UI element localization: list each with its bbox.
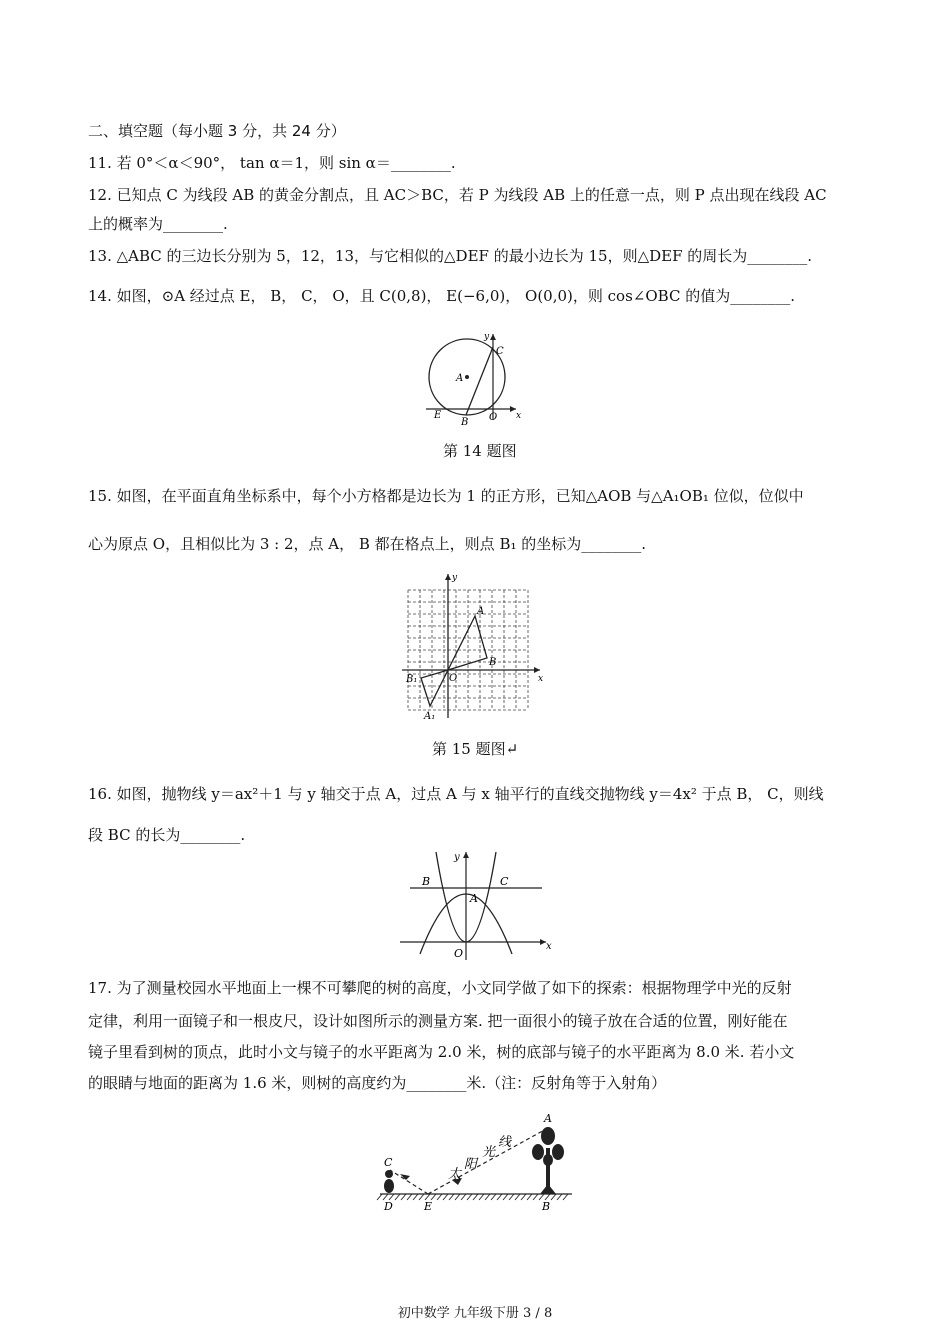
label-E: E (424, 1200, 433, 1213)
figure-16 (396, 848, 556, 963)
label-O: O (489, 412, 498, 423)
hatch-mark (497, 1194, 502, 1200)
label-A: A (456, 373, 464, 384)
label-O: O (449, 673, 458, 684)
person-figure (384, 1170, 394, 1193)
y-arrow (463, 852, 469, 858)
hatch-mark (503, 1194, 508, 1200)
label-C: C (384, 1156, 393, 1169)
question-17-line4: 的眼睛与地面的距离为 1.6 米，则树的高度约为________米.（注：反射角等于入射角） (88, 1074, 667, 1092)
question-15-line1: 15. 如图，在平面直角坐标系中，每个小方格都是边长为 1 的正方形，已知△AOB 与△A₁OB₁ 位似，位似中 (88, 487, 804, 505)
label-A: A (477, 606, 485, 617)
ray-E-to-A (428, 1128, 548, 1194)
hatch-mark (467, 1194, 472, 1200)
question-17-line1: 17. 为了测量校园水平地面上一棵不可攀爬的树的高度，小文同学做了如下的探索：根据物理学中光的反射 (88, 979, 792, 997)
question-17-line2: 定律，利用一面镜子和一根皮尺，设计如图所示的测量方案. 把一面很小的镜子放在合适的位置，刚好能在 (88, 1012, 788, 1030)
label-x: x (538, 674, 544, 684)
ray-E-to-C (390, 1170, 428, 1194)
label-A1: A₁ (424, 711, 436, 722)
hatch-mark (449, 1194, 454, 1200)
hatch-mark (521, 1194, 526, 1200)
label-x: x (546, 941, 552, 952)
hatch-mark (533, 1194, 538, 1200)
label-B: B (422, 875, 431, 888)
hatch-mark (455, 1194, 460, 1200)
question-14: 14. 如图，⊙A 经过点 E， B， C， O，且 C(0,8)， E(−6,0)， O(0,0)，则 cos∠OBC 的值为________. (88, 287, 795, 305)
ground-hatching (377, 1194, 568, 1200)
label-x: x (516, 411, 522, 421)
hatch-mark (461, 1194, 466, 1200)
label-y: y (484, 332, 490, 342)
hatch-mark (557, 1194, 562, 1200)
label-C: C (500, 875, 509, 888)
hatch-mark (509, 1194, 514, 1200)
hatch-mark (527, 1194, 532, 1200)
label-y: y (454, 852, 460, 863)
label-B: B (542, 1200, 551, 1213)
figure-15-caption: 第 15 题图↵ (432, 740, 519, 758)
sun-char-1: 太 (448, 1167, 462, 1182)
hatch-mark (473, 1194, 478, 1200)
label-C: C (496, 346, 504, 357)
figure-17 (376, 1108, 576, 1220)
sun-char-2: 阳 (464, 1157, 478, 1172)
label-y: y (452, 573, 458, 583)
question-16-line2: 段 BC 的长为________. (88, 826, 246, 844)
page-footer: 初中数学 九年级下册 3 / 8 (397, 1306, 553, 1321)
hatch-mark (437, 1194, 442, 1200)
question-13: 13. △ABC 的三边长分别为 5，12，13，与它相似的△DEF 的最小边长为 15，则△DEF 的周长为________. (88, 247, 813, 265)
question-11: 11. 若 0°＜α＜90°， tan α＝1，则 sin α＝________. (88, 154, 456, 172)
hatch-mark (377, 1194, 382, 1200)
y-arrow (490, 334, 496, 340)
hatch-mark (515, 1194, 520, 1200)
figure-15 (400, 570, 550, 725)
hatch-mark (563, 1194, 568, 1200)
label-B: B (461, 417, 469, 426)
segment-BC (466, 347, 493, 415)
point-A-dot (465, 375, 469, 379)
sun-char-4: 线 (498, 1135, 512, 1150)
label-B: B (489, 657, 497, 668)
question-12-line1: 12. 已知点 C 为线段 AB 的黄金分割点，且 AC＞BC，若 P 为线段 AB 上的任意一点，则 P 点出现在线段 AC (88, 186, 827, 204)
label-O: O (454, 947, 464, 960)
hatch-mark (551, 1194, 556, 1200)
label-B1: B₁ (406, 674, 418, 685)
hatch-mark (401, 1194, 406, 1200)
question-15-line2: 心为原点 O，且相似比为 3 : 2，点 A， B 都在格点上，则点 B₁ 的坐标为________. (88, 535, 647, 553)
question-17-line3: 镜子里看到树的顶点，此时小文与镜子的水平距离为 2.0 米，树的底部与镜子的水平距离为 8.0 米. 若小文 (88, 1043, 795, 1061)
tree-figure (532, 1127, 564, 1194)
label-E: E (434, 410, 442, 421)
hatch-mark (407, 1194, 412, 1200)
question-12-line2: 上的概率为________. (88, 215, 228, 233)
x-arrow (534, 667, 540, 673)
question-16-line1: 16. 如图，抛物线 y＝ax²＋1 与 y 轴交于点 A，过点 A 与 x 轴平行的直线交抛物线 y＝4x² 于点 B， C，则线 (88, 785, 824, 803)
hatch-mark (395, 1194, 400, 1200)
hatch-mark (491, 1194, 496, 1200)
label-A: A (470, 892, 478, 905)
label-A: A (544, 1112, 552, 1125)
figure-14-caption: 第 14 题图 (443, 442, 517, 460)
label-D: D (384, 1200, 393, 1213)
sun-char-3: 光 (482, 1145, 496, 1160)
y-arrow (445, 574, 451, 580)
hatch-mark (443, 1194, 448, 1200)
hatch-mark (485, 1194, 490, 1200)
hatch-mark (413, 1194, 418, 1200)
hatch-mark (479, 1194, 484, 1200)
figure-14 (420, 330, 532, 426)
section-heading: 二、填空题（每小题 3 分，共 24 分） (88, 122, 346, 140)
